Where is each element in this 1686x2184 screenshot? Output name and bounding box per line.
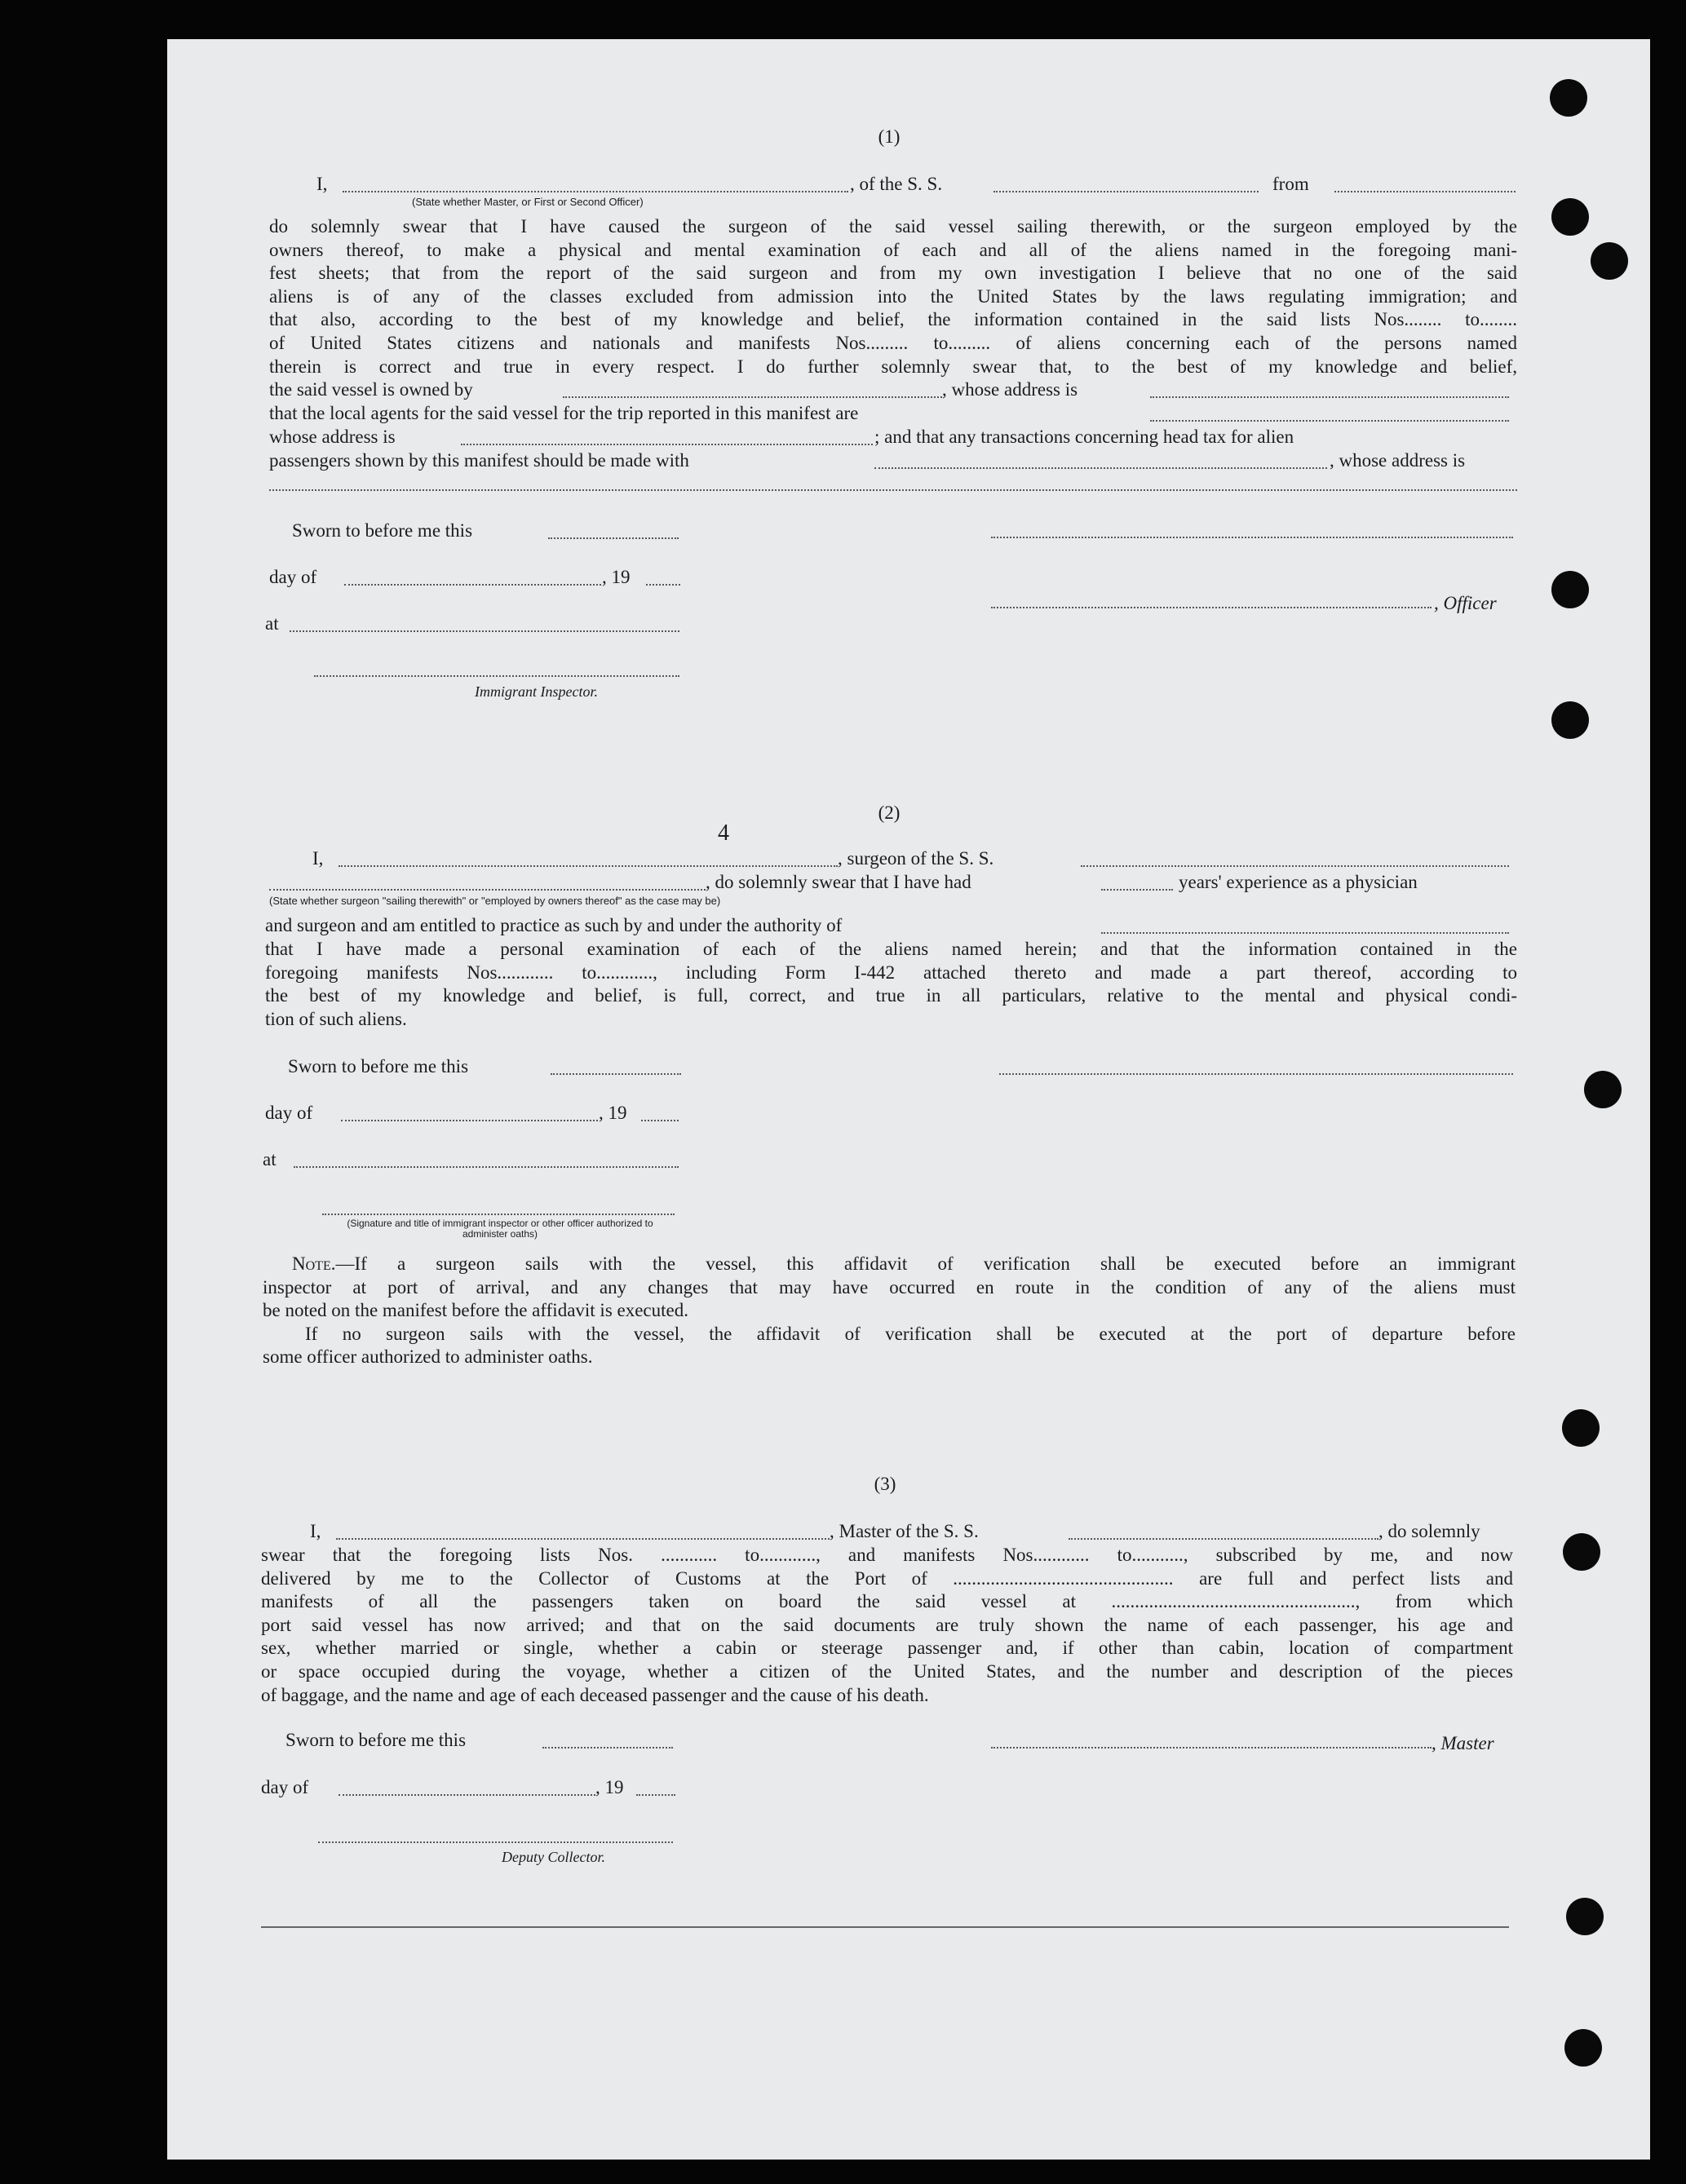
- s2-surgeon-sig-blank: [999, 1073, 1513, 1075]
- note-para2-line2: some officer authorized to administer oaths.: [263, 1346, 593, 1368]
- s3-line: swear that the foregoing lists Nos. ............ to............, and manifests Nos............ to..........., subscribed by me, and now: [261, 1545, 1513, 1565]
- section-3-number: (3): [874, 1474, 896, 1494]
- s2-years: years' experience as a physician: [1179, 872, 1418, 892]
- s1-sworn-blank: [548, 537, 679, 539]
- s3-name-blank: [336, 1538, 830, 1540]
- s3-last-line: of baggage, and the name and age of each deceased passenger and the cause of his death.: [261, 1684, 929, 1705]
- bottom-rule: [261, 1926, 1509, 1928]
- note-line-1: [292, 1253, 1516, 1276]
- s2-stray-mark: 4: [718, 820, 729, 846]
- s2-inspector-sig-blank: [322, 1214, 675, 1215]
- binder-hole-8: [1563, 1533, 1600, 1571]
- binder-hole-9: [1566, 1898, 1604, 1935]
- s2-solemnly: , do solemnly swear that I have had: [706, 872, 971, 892]
- s1-line: therein is correct and true in every respect. I do further solemnly swear that, to the best of my knowledge and belief,: [269, 356, 1517, 377]
- note-line-1-text: —If a surgeon sails with the vessel, this affidavit of verification shall be executed before an immigrant: [335, 1253, 1516, 1274]
- s1-from-blank: [1334, 191, 1516, 192]
- s2-ship-blank: [1081, 865, 1509, 867]
- s3-year: , 19: [595, 1777, 624, 1797]
- s3-deputy-caption: Deputy Collector.: [502, 1849, 605, 1865]
- s1-from: from: [1272, 174, 1309, 194]
- s1-line: fest sheets; that from the report of the said surgeon and from my own investigation I believe that no one of the said: [269, 263, 1517, 284]
- s2-sig-caption: (Signature and title of immigrant inspector or other officer authorized to administer oaths): [347, 1218, 653, 1240]
- s3-line: or space occupied during the voyage, whether a citizen of the United States, and the number and description of the pieces: [261, 1660, 1513, 1682]
- s1-line: of United States citizens and nationals and manifests Nos......... to......... of aliens concerning each of the persons named: [269, 332, 1517, 353]
- s3-master-caption: , Master: [1432, 1733, 1494, 1753]
- note-para2-line1: If no surgeon sails with the vessel, the affidavit of verification shall be executed at the port of departure before: [305, 1323, 1516, 1344]
- s1-blank-right-1: [991, 537, 1513, 538]
- s3-line: manifests of all the passengers taken on board the said vessel at ...................................................., from which: [261, 1591, 1513, 1612]
- s1-head-tax: ; and that any transactions concerning head tax for alien: [874, 427, 1294, 447]
- s2-sworn-blank: [551, 1073, 681, 1075]
- s1-ship-blank: [993, 191, 1259, 192]
- binder-hole-4: [1551, 571, 1589, 608]
- binder-hole-10: [1564, 2029, 1602, 2067]
- s2-capacity-blank: [269, 889, 706, 891]
- s2-I: I,: [312, 848, 324, 869]
- s3-sworn-blank: [542, 1747, 673, 1749]
- s3-sworn: Sworn to before me this: [285, 1730, 467, 1750]
- s1-agents-blank: [1150, 420, 1509, 422]
- s3-I: I,: [310, 1521, 321, 1541]
- s1-inspector-caption: Immigrant Inspector.: [475, 683, 598, 700]
- s2-sworn: Sworn to before me this: [288, 1056, 469, 1077]
- s2-surgeon-of: , surgeon of the S. S.: [838, 848, 994, 869]
- s3-master-of: , Master of the S. S.: [830, 1521, 979, 1541]
- s2-years-blank: [1101, 889, 1173, 891]
- s1-owner-address-blank: [1150, 396, 1509, 398]
- s1-passengers: passengers shown by this manifest should be made with: [269, 450, 689, 471]
- s1-agents-address-blank: [461, 444, 873, 445]
- s1-whose-address-3: , whose address is: [1330, 450, 1466, 471]
- section-2-number: (2): [878, 802, 901, 823]
- s1-inspector-sig-blank: [314, 675, 679, 677]
- note-block: [263, 1253, 1516, 1369]
- section-1-number: (1): [878, 126, 901, 147]
- s3-line: delivered by me to the Collector of Customs at the Port of ............................................... are full and perfect lists and: [261, 1567, 1513, 1589]
- s2-name-blank: [339, 865, 838, 867]
- s1-owned-by: the said vessel is owned by: [269, 379, 473, 400]
- s3-line: port said vessel has now arrived; and that on the said documents are truly shown the name of each passenger, his age and: [261, 1614, 1513, 1635]
- s2-day-of: day of: [265, 1103, 313, 1123]
- note-line-3: be noted on the manifest before the affidavit is executed.: [263, 1300, 688, 1321]
- s3-deputy-sig-blank: [318, 1841, 673, 1843]
- s1-taxagent-address-blank: [269, 489, 1517, 491]
- s3-oath-body: [261, 1544, 1513, 1707]
- s1-oath-body: [269, 215, 1517, 378]
- s1-whose-address-2: whose address is: [269, 427, 396, 447]
- s1-I: I,: [316, 174, 328, 194]
- s1-rank-blank: [343, 191, 848, 192]
- s1-line: owners thereof, to make a physical and mental examination of each and all of the aliens named in the foregoing mani-: [269, 239, 1517, 260]
- s1-day-blank: [344, 584, 601, 586]
- s1-day-of: day of: [269, 567, 317, 587]
- s2-oath-body: [265, 938, 1517, 1031]
- s1-taxagent-blank: [874, 467, 1327, 469]
- s1-officer-caption: , Officer: [1434, 593, 1497, 613]
- note-line-2: inspector at port of arrival, and any changes that may have occurred en route in the condition of any of the aliens must: [263, 1276, 1516, 1298]
- s3-line: sex, whether married or single, whether a cabin or steerage passenger and, if other than cabin, location of compartment: [261, 1638, 1513, 1659]
- s2-day-blank: [341, 1120, 598, 1121]
- s1-owner-blank: [563, 396, 942, 398]
- binder-hole-1: [1550, 79, 1587, 117]
- s2-authority-blank: [1101, 932, 1509, 934]
- s3-year-blank: [636, 1794, 675, 1796]
- s1-whose-address: , whose address is: [942, 379, 1078, 400]
- s1-rank-caption: (State whether Master, or First or Second Officer): [412, 196, 644, 208]
- note-label: Note.: [292, 1253, 336, 1274]
- s1-officer-sig-blank: [991, 607, 1432, 608]
- s2-line: the best of my knowledge and belief, is full, correct, and true in all particulars, relative to the mental and physical condi-: [265, 985, 1517, 1006]
- s2-capacity-caption: (State whether surgeon "sailing therewith" or "employed by owners thereof" as the case may be): [269, 895, 721, 907]
- binder-hole-5: [1551, 701, 1589, 739]
- s3-day-of: day of: [261, 1777, 309, 1797]
- s2-last-line: tion of such aliens.: [265, 1008, 407, 1029]
- s3-ship-blank: [1069, 1538, 1378, 1540]
- binder-hole-6: [1584, 1071, 1622, 1108]
- s3-day-blank: [339, 1794, 595, 1796]
- s2-authority: and surgeon and am entitled to practice as such by and under the authority of: [265, 915, 843, 935]
- s3-master-sig-blank: [991, 1747, 1432, 1749]
- binder-hole-2: [1551, 198, 1589, 236]
- s3-solemnly: , do solemnly: [1378, 1521, 1480, 1541]
- s2-at-blank: [294, 1166, 679, 1168]
- binder-hole-7: [1562, 1409, 1600, 1447]
- s2-year-blank: [641, 1120, 679, 1121]
- s1-line: that also, according to the best of my knowledge and belief, the information contained in the said lists Nos........ to........: [269, 309, 1517, 330]
- s1-at: at: [265, 613, 279, 634]
- s1-line: do solemnly swear that I have caused the surgeon of the said vessel sailing therewith, or the surgeon employed by the: [269, 216, 1517, 237]
- s1-local-agents: that the local agents for the said vessel for the trip reported in this manifest are: [269, 403, 859, 423]
- s1-year-blank: [646, 584, 680, 586]
- s2-at: at: [263, 1149, 277, 1169]
- s1-line: aliens is of any of the classes excluded from admission into the United States by the laws regulating immigration; and: [269, 285, 1517, 307]
- s2-year: , 19: [599, 1103, 627, 1123]
- s1-sworn: Sworn to before me this: [292, 520, 473, 541]
- s2-line: that I have made a personal examination of each of the aliens named herein; and that the information contained in the: [265, 939, 1517, 959]
- s1-of-ss: , of the S. S.: [850, 174, 943, 194]
- s1-at-blank: [290, 630, 679, 632]
- binder-hole-3: [1591, 242, 1628, 280]
- s2-line: foregoing manifests Nos............ to............, including Form I-442 attached thereto and made a part thereof, according to: [265, 962, 1517, 983]
- s1-year: , 19: [602, 567, 631, 587]
